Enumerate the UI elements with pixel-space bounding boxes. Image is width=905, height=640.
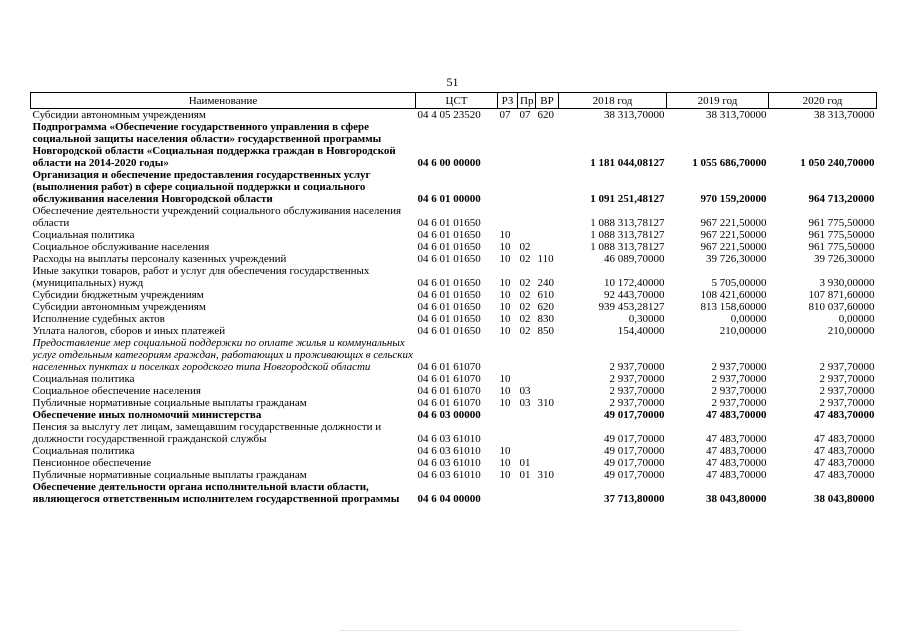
row-2020: 2 937,70000 bbox=[819, 361, 875, 373]
row-vr: 310 bbox=[537, 397, 554, 409]
row-2019: 967 221,50000 bbox=[700, 229, 767, 241]
row-name: Пенсионное обеспечение bbox=[32, 457, 152, 469]
row-2020: 38 313,70000 bbox=[814, 109, 875, 121]
row-2020: 964 713,20000 bbox=[808, 193, 875, 205]
budget-table bbox=[30, 92, 877, 505]
table-row bbox=[31, 481, 877, 505]
row-name: Уплата налогов, сборов и иных платежей bbox=[32, 325, 226, 337]
row-name: Субсидии автономным учреждениям bbox=[32, 301, 206, 313]
row-pr: 02 bbox=[519, 313, 531, 325]
row-rz: 10 bbox=[499, 241, 511, 253]
table-row bbox=[31, 289, 877, 301]
row-name: Обеспечение иных полномочий министерства bbox=[32, 409, 262, 421]
row-cst: 04 6 03 00000 bbox=[417, 409, 481, 421]
row-vr bbox=[536, 205, 559, 229]
header-name: Наименование bbox=[31, 93, 416, 109]
table-row bbox=[31, 205, 877, 229]
row-2019: 813 158,60000 bbox=[700, 301, 767, 313]
table-row bbox=[31, 109, 877, 122]
row-cst: 04 6 01 61070 bbox=[417, 361, 481, 373]
row-2019: 47 483,70000 bbox=[706, 433, 767, 445]
row-2020: 47 483,70000 bbox=[814, 409, 875, 421]
row-2019: 108 421,60000 bbox=[700, 289, 767, 301]
row-cst: 04 6 00 00000 bbox=[417, 157, 481, 169]
table-row bbox=[31, 397, 877, 409]
row-2020: 3 930,00000 bbox=[819, 277, 875, 289]
table-row bbox=[31, 121, 877, 169]
row-2018: 1 088 313,78127 bbox=[590, 241, 665, 253]
row-vr bbox=[536, 169, 559, 205]
row-vr: 610 bbox=[537, 289, 554, 301]
row-vr bbox=[536, 409, 559, 421]
row-rz: 10 bbox=[499, 229, 511, 241]
row-rz: 10 bbox=[499, 325, 511, 337]
row-name: Обеспечение деятельности органа исполнительной власти области, являющегося ответственным исполнителем государственной программы bbox=[32, 481, 400, 505]
row-rz: 10 bbox=[499, 301, 511, 313]
table-row bbox=[31, 445, 877, 457]
row-cst: 04 6 01 01650 bbox=[417, 313, 481, 325]
table-row bbox=[31, 265, 877, 289]
row-cst: 04 6 01 01650 bbox=[417, 217, 481, 229]
row-rz bbox=[498, 409, 518, 421]
row-cst: 04 6 03 61010 bbox=[417, 433, 481, 445]
row-2018: 2 937,70000 bbox=[609, 385, 665, 397]
row-name: Обеспечение деятельности учреждений социального обслуживания населения области bbox=[32, 205, 402, 229]
row-rz bbox=[498, 481, 518, 505]
table-row bbox=[31, 241, 877, 253]
row-2018: 154,40000 bbox=[617, 325, 665, 337]
row-name: Иные закупки товаров, работ и услуг для обеспечения государственных (муниципальных) нужд bbox=[32, 265, 370, 289]
row-2020: 2 937,70000 bbox=[819, 385, 875, 397]
row-name: Предоставление мер социальной поддержки по оплате жилья и коммунальных услуг отдельным категориям граждан, работающих и проживающих в сельских населенных пунктах и поселках городского типа Новгородской области bbox=[32, 337, 413, 373]
row-pr bbox=[518, 373, 536, 385]
row-pr: 02 bbox=[519, 325, 531, 337]
table-row bbox=[31, 169, 877, 205]
row-pr: 01 bbox=[519, 457, 531, 469]
row-2019: 1 055 686,70000 bbox=[692, 157, 767, 169]
row-2019: 5 705,00000 bbox=[711, 277, 767, 289]
table-row bbox=[31, 457, 877, 469]
row-2018: 92 443,70000 bbox=[604, 289, 665, 301]
row-cst: 04 6 03 61010 bbox=[417, 469, 481, 481]
row-cst: 04 6 01 61070 bbox=[417, 397, 481, 409]
row-vr: 240 bbox=[537, 277, 554, 289]
row-vr bbox=[536, 229, 559, 241]
row-name: Социальная политика bbox=[32, 373, 135, 385]
row-pr bbox=[518, 169, 536, 205]
row-rz bbox=[498, 205, 518, 229]
header-vr: ВР bbox=[536, 93, 559, 109]
row-cst: 04 6 01 01650 bbox=[417, 277, 481, 289]
row-2020: 38 043,80000 bbox=[814, 493, 875, 505]
header-2019: 2019 год bbox=[667, 93, 769, 109]
header-pr: Пр bbox=[518, 93, 536, 109]
row-vr: 620 bbox=[537, 301, 554, 313]
row-2018: 49 017,70000 bbox=[604, 409, 665, 421]
row-rz: 07 bbox=[499, 109, 511, 121]
row-2019: 38 313,70000 bbox=[706, 109, 767, 121]
row-2020: 2 937,70000 bbox=[819, 397, 875, 409]
table-row bbox=[31, 313, 877, 325]
row-2019: 47 483,70000 bbox=[706, 457, 767, 469]
row-2020: 810 037,60000 bbox=[808, 301, 875, 313]
row-rz: 10 bbox=[499, 373, 511, 385]
row-2020: 47 483,70000 bbox=[814, 445, 875, 457]
header-rz: РЗ bbox=[498, 93, 518, 109]
row-2019: 967 221,50000 bbox=[700, 217, 767, 229]
row-2019: 0,00000 bbox=[730, 313, 767, 325]
row-2018: 1 181 044,08127 bbox=[590, 157, 665, 169]
row-2020: 961 775,50000 bbox=[808, 241, 875, 253]
row-vr: 620 bbox=[537, 109, 554, 121]
row-name: Расходы на выплаты персоналу казенных учреждений bbox=[32, 253, 287, 265]
row-2020: 47 483,70000 bbox=[814, 457, 875, 469]
row-2018: 49 017,70000 bbox=[604, 469, 665, 481]
row-pr bbox=[518, 445, 536, 457]
scan-artifact-line bbox=[340, 630, 740, 632]
row-cst: 04 6 01 61070 bbox=[417, 385, 481, 397]
row-2020: 2 937,70000 bbox=[819, 373, 875, 385]
row-rz: 10 bbox=[499, 313, 511, 325]
row-pr: 02 bbox=[519, 241, 531, 253]
row-pr: 03 bbox=[519, 385, 531, 397]
row-vr bbox=[536, 457, 559, 469]
row-vr: 110 bbox=[537, 253, 554, 265]
row-name: Социальная политика bbox=[32, 445, 135, 457]
row-vr bbox=[536, 481, 559, 505]
row-name: Исполнение судебных актов bbox=[32, 313, 165, 325]
header-2020: 2020 год bbox=[769, 93, 877, 109]
table-row bbox=[31, 337, 877, 373]
row-2018: 49 017,70000 bbox=[604, 457, 665, 469]
row-pr bbox=[518, 205, 536, 229]
row-2018: 37 713,80000 bbox=[604, 493, 665, 505]
row-2020: 210,00000 bbox=[827, 325, 875, 337]
row-2020: 39 726,30000 bbox=[814, 253, 875, 265]
row-2018: 49 017,70000 bbox=[604, 445, 665, 457]
row-cst: 04 6 01 01650 bbox=[417, 253, 481, 265]
row-rz: 10 bbox=[499, 469, 511, 481]
row-rz: 10 bbox=[499, 457, 511, 469]
row-pr: 01 bbox=[519, 469, 531, 481]
row-2018: 2 937,70000 bbox=[609, 361, 665, 373]
row-2019: 47 483,70000 bbox=[706, 445, 767, 457]
row-pr bbox=[518, 421, 536, 445]
row-vr bbox=[536, 385, 559, 397]
row-name: Пенсия за выслугу лет лицам, замещавшим государственные должности и должности государственной гражданской службы bbox=[32, 421, 382, 445]
table-row bbox=[31, 373, 877, 385]
row-vr bbox=[536, 373, 559, 385]
row-name: Социальное обеспечение населения bbox=[32, 385, 201, 397]
row-2018: 1 088 313,78127 bbox=[590, 217, 665, 229]
row-2018: 10 172,40000 bbox=[604, 277, 665, 289]
row-2020: 0,00000 bbox=[838, 313, 875, 325]
table-row bbox=[31, 469, 877, 481]
row-2019: 2 937,70000 bbox=[711, 385, 767, 397]
row-pr bbox=[518, 409, 536, 421]
row-pr bbox=[518, 481, 536, 505]
row-vr bbox=[536, 241, 559, 253]
row-cst: 04 6 01 01650 bbox=[417, 325, 481, 337]
row-pr: 03 bbox=[519, 397, 531, 409]
row-cst: 04 6 03 61010 bbox=[417, 457, 481, 469]
table-row bbox=[31, 409, 877, 421]
row-pr bbox=[518, 229, 536, 241]
table-row bbox=[31, 385, 877, 397]
row-cst: 04 6 03 61010 bbox=[417, 445, 481, 457]
table-row bbox=[31, 253, 877, 265]
row-2018: 46 089,70000 bbox=[604, 253, 665, 265]
row-2019: 210,00000 bbox=[719, 325, 767, 337]
table-row bbox=[31, 421, 877, 445]
row-rz: 10 bbox=[499, 277, 511, 289]
row-name: Публичные нормативные социальные выплаты гражданам bbox=[32, 397, 307, 409]
row-2020: 961 775,50000 bbox=[808, 217, 875, 229]
row-2020: 47 483,70000 bbox=[814, 433, 875, 445]
row-2019: 38 043,80000 bbox=[706, 493, 767, 505]
row-vr bbox=[536, 337, 559, 373]
row-cst: 04 4 05 23520 bbox=[417, 109, 481, 121]
row-2019: 2 937,70000 bbox=[711, 373, 767, 385]
table-row bbox=[31, 301, 877, 313]
row-pr bbox=[518, 121, 536, 169]
row-2020: 47 483,70000 bbox=[814, 469, 875, 481]
row-name: Подпрограмма «Обеспечение государственного управления в сфере социальной защиты населения области» государственной программы Новгородской области «Социальная поддержка граждан в Новгородской области на 2014-2020 годы» bbox=[32, 121, 396, 169]
row-pr bbox=[518, 337, 536, 373]
row-rz bbox=[498, 121, 518, 169]
row-2020: 961 775,50000 bbox=[808, 229, 875, 241]
row-2018: 0,30000 bbox=[628, 313, 665, 325]
row-rz: 10 bbox=[499, 253, 511, 265]
row-2020: 1 050 240,70000 bbox=[800, 157, 875, 169]
row-name: Социальная политика bbox=[32, 229, 135, 241]
row-2019: 2 937,70000 bbox=[711, 361, 767, 373]
row-rz: 10 bbox=[499, 385, 511, 397]
row-cst: 04 6 01 61070 bbox=[417, 373, 481, 385]
row-rz: 10 bbox=[499, 397, 511, 409]
row-name: Публичные нормативные социальные выплаты гражданам bbox=[32, 469, 307, 481]
header-2018: 2018 год bbox=[559, 93, 667, 109]
row-cst: 04 6 01 01650 bbox=[417, 229, 481, 241]
row-vr bbox=[536, 121, 559, 169]
row-rz: 10 bbox=[499, 289, 511, 301]
row-vr bbox=[536, 445, 559, 457]
page-number: 51 bbox=[446, 75, 459, 89]
table-header-row bbox=[31, 93, 877, 109]
row-2019: 967 221,50000 bbox=[700, 241, 767, 253]
row-cst: 04 6 04 00000 bbox=[417, 493, 481, 505]
row-2020: 107 871,60000 bbox=[808, 289, 875, 301]
row-cst: 04 6 01 01650 bbox=[417, 289, 481, 301]
row-pr: 02 bbox=[519, 277, 531, 289]
row-2018: 939 453,28127 bbox=[598, 301, 665, 313]
row-2019: 47 483,70000 bbox=[706, 409, 767, 421]
row-vr bbox=[536, 421, 559, 445]
row-vr: 310 bbox=[537, 469, 554, 481]
header-cst: ЦСТ bbox=[416, 93, 498, 109]
row-rz bbox=[498, 169, 518, 205]
row-pr: 02 bbox=[519, 253, 531, 265]
row-2018: 1 088 313,78127 bbox=[590, 229, 665, 241]
row-name: Субсидии автономным учреждениям bbox=[32, 109, 206, 121]
row-2018: 38 313,70000 bbox=[604, 109, 665, 121]
row-pr: 02 bbox=[519, 289, 531, 301]
row-name: Социальное обслуживание населения bbox=[32, 241, 210, 253]
row-cst: 04 6 01 01650 bbox=[417, 301, 481, 313]
row-cst: 04 6 01 01650 bbox=[417, 241, 481, 253]
row-2018: 2 937,70000 bbox=[609, 373, 665, 385]
row-name: Субсидии бюджетным учреждениям bbox=[32, 289, 204, 301]
row-vr: 850 bbox=[537, 325, 554, 337]
row-vr: 830 bbox=[537, 313, 554, 325]
row-name: Организация и обеспечение предоставления государственных услуг (выполнения работ) в сфере социальной поддержки и социального обслуживания населения Новгородской области bbox=[32, 169, 371, 205]
row-2019: 970 159,20000 bbox=[700, 193, 767, 205]
table-row bbox=[31, 325, 877, 337]
row-2018: 49 017,70000 bbox=[604, 433, 665, 445]
row-2018: 1 091 251,48127 bbox=[590, 193, 665, 205]
row-rz bbox=[498, 421, 518, 445]
row-2019: 39 726,30000 bbox=[706, 253, 767, 265]
row-2019: 2 937,70000 bbox=[711, 397, 767, 409]
row-rz: 10 bbox=[499, 445, 511, 457]
row-pr: 07 bbox=[519, 109, 531, 121]
table-row bbox=[31, 229, 877, 241]
row-2018: 2 937,70000 bbox=[609, 397, 665, 409]
row-rz bbox=[498, 337, 518, 373]
row-pr: 02 bbox=[519, 301, 531, 313]
row-cst: 04 6 01 00000 bbox=[417, 193, 481, 205]
row-2019: 47 483,70000 bbox=[706, 469, 767, 481]
